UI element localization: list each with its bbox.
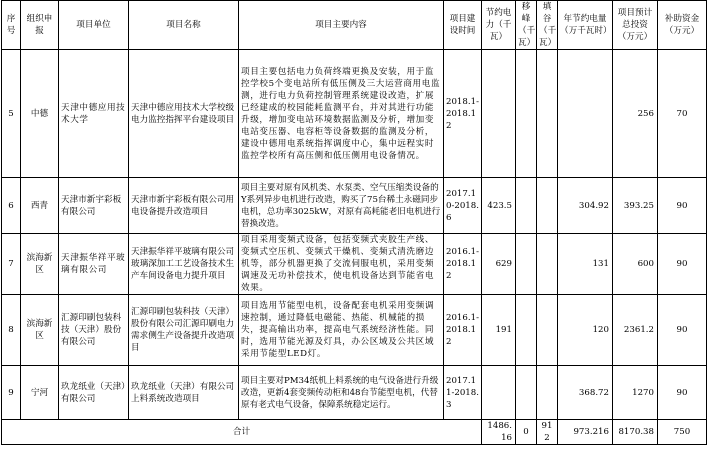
header-invest: 项目预计总投资（万元） xyxy=(613,1,658,50)
cell-content: 项目采用变频式设备，包括变频式夹胶生产线、变频式空压机、变频式干燥机、变频式清洗磨边机等，部分机器更换了交流伺服电机，采用变频调速及无功补偿技术，使电机设备达到节能省电效果。 xyxy=(239,234,444,295)
cell-shift xyxy=(516,366,537,420)
cell-annual: 304.92 xyxy=(558,178,613,234)
table-row xyxy=(2,366,707,420)
cell-seq: 7 xyxy=(2,234,21,295)
cell-name: 玖龙纸业（天津）有限公司上料系统改造项目 xyxy=(129,366,239,420)
project-table xyxy=(1,0,707,445)
cell-org: 滨海新区 xyxy=(21,295,59,366)
cell-power: 191 xyxy=(482,295,516,366)
header-fill: 填谷（千瓦） xyxy=(537,1,558,50)
header-name: 项目名称 xyxy=(129,1,239,50)
total-annual: 973.216 xyxy=(558,420,613,445)
cell-name: 天津振华祥平玻璃有限公司玻璃深加工工艺设备技术生产车间设备电力提升项目 xyxy=(129,234,239,295)
cell-content: 项目主要包括电力负荷终端更换及安装，用于监控学校5个变电站所有低压侧及三大运营商用电监测，进行电力负荷控制管理系统建设改造，扩展已经建成的校园能耗监测平台，并对其进行功能升级，增加变电站环境数据监测及分析，增加变电站变压器、电容柜等设备数据的监测及分析，建设中德用电系统指挥调度中心，集中远程实时监控学校所有高压侧和低压侧用电设备情况。 xyxy=(239,50,444,178)
cell-annual: 120 xyxy=(558,295,613,366)
cell-seq: 8 xyxy=(2,295,21,366)
header-row xyxy=(2,1,707,50)
cell-invest: 256 xyxy=(613,50,658,178)
header-shift: 移峰（千瓦） xyxy=(516,1,537,50)
cell-shift xyxy=(516,50,537,178)
cell-content: 项目选用节能型电机，设备配套电机采用变频调速控制，通过降低电磁能、热能、机械能的损失，提高输出功率，提高电气系统经济性能。同时，选用节能光源及灯具，办公区域及公共区域采用节能型LED灯。 xyxy=(239,295,444,366)
total-label: 合计 xyxy=(2,420,482,445)
cell-unit: 天津市新宇彩板有限公司 xyxy=(59,178,129,234)
cell-content: 项目主要对PM34纸机上料系统的电气设备进行升级改造，更新4套变频传动柜和48台节能型电机，代替原有老式电气设备，保障系统稳定运行。 xyxy=(239,366,444,420)
cell-period: 2018.1-2018.12 xyxy=(444,50,482,178)
cell-power xyxy=(482,50,516,178)
cell-period: 2017.11-2018.3 xyxy=(444,366,482,420)
cell-content: 项目主要对原有风机类、水泵类、空气压缩类设备的Y系列异步电机进行改造，购买了75台稀土永磁同步电机，总功率3025kW，对原有高耗能老旧电机进行替换改造。 xyxy=(239,178,444,234)
table-row xyxy=(2,50,707,178)
cell-org: 中德 xyxy=(21,50,59,178)
header-seq: 序号 xyxy=(2,1,21,50)
cell-period: 2016.1-2018.12 xyxy=(444,234,482,295)
cell-fill xyxy=(537,366,558,420)
cell-name: 天津中德应用技术大学校级电力监控指挥平台建设项目 xyxy=(129,50,239,178)
cell-name: 汇源印刷包装科技（天津）股份有限公司汇源印刷电力需求侧生产设备提升改造项目 xyxy=(129,295,239,366)
cell-fill xyxy=(537,234,558,295)
cell-unit: 汇源印刷包装科技（天津）股份有限公司 xyxy=(59,295,129,366)
cell-invest: 393.25 xyxy=(613,178,658,234)
cell-subsidy: 90 xyxy=(658,295,707,366)
total-shift: 0 xyxy=(516,420,537,445)
cell-fill xyxy=(537,295,558,366)
total-power: 1486.16 xyxy=(482,420,516,445)
cell-invest: 2361.2 xyxy=(613,295,658,366)
cell-subsidy: 90 xyxy=(658,234,707,295)
cell-invest: 1270 xyxy=(613,366,658,420)
table-row xyxy=(2,178,707,234)
cell-fill xyxy=(537,50,558,178)
cell-power: 629 xyxy=(482,234,516,295)
cell-shift xyxy=(516,295,537,366)
cell-org: 宁河 xyxy=(21,366,59,420)
header-power: 节约电力（千瓦） xyxy=(482,1,516,50)
cell-seq: 5 xyxy=(2,50,21,178)
header-unit: 项目单位 xyxy=(59,1,129,50)
cell-annual xyxy=(558,50,613,178)
cell-name: 天津市新宇彩板有限公司用电设备提升改造项目 xyxy=(129,178,239,234)
header-org: 组织申报 xyxy=(21,1,59,50)
header-content: 项目主要内容 xyxy=(239,1,444,50)
cell-annual: 368.72 xyxy=(558,366,613,420)
cell-period: 2017.10-2018.6 xyxy=(444,178,482,234)
header-subsidy: 补助资金（万元） xyxy=(658,1,707,50)
table-row xyxy=(2,234,707,295)
cell-power: 423.5 xyxy=(482,178,516,234)
cell-unit: 天津振华祥平玻璃有限公司 xyxy=(59,234,129,295)
cell-subsidy: 70 xyxy=(658,50,707,178)
cell-unit: 天津中德应用技术大学 xyxy=(59,50,129,178)
header-annual: 年节约电量（万千瓦时） xyxy=(558,1,613,50)
cell-seq: 9 xyxy=(2,366,21,420)
cell-subsidy: 90 xyxy=(658,366,707,420)
cell-seq: 6 xyxy=(2,178,21,234)
total-row xyxy=(2,420,707,445)
cell-fill xyxy=(537,178,558,234)
table-row xyxy=(2,295,707,366)
cell-shift xyxy=(516,178,537,234)
cell-org: 滨海新区 xyxy=(21,234,59,295)
total-subsidy: 750 xyxy=(658,420,707,445)
cell-power xyxy=(482,366,516,420)
cell-subsidy: 90 xyxy=(658,178,707,234)
cell-invest: 600 xyxy=(613,234,658,295)
cell-shift xyxy=(516,234,537,295)
cell-unit: 玖龙纸业（天津）有限公司 xyxy=(59,366,129,420)
cell-org: 西青 xyxy=(21,178,59,234)
cell-annual: 131 xyxy=(558,234,613,295)
total-invest: 8170.38 xyxy=(613,420,658,445)
total-fill: 912 xyxy=(537,420,558,445)
header-period: 项目建设时间 xyxy=(444,1,482,50)
cell-period: 2016.1-2018.12 xyxy=(444,295,482,366)
